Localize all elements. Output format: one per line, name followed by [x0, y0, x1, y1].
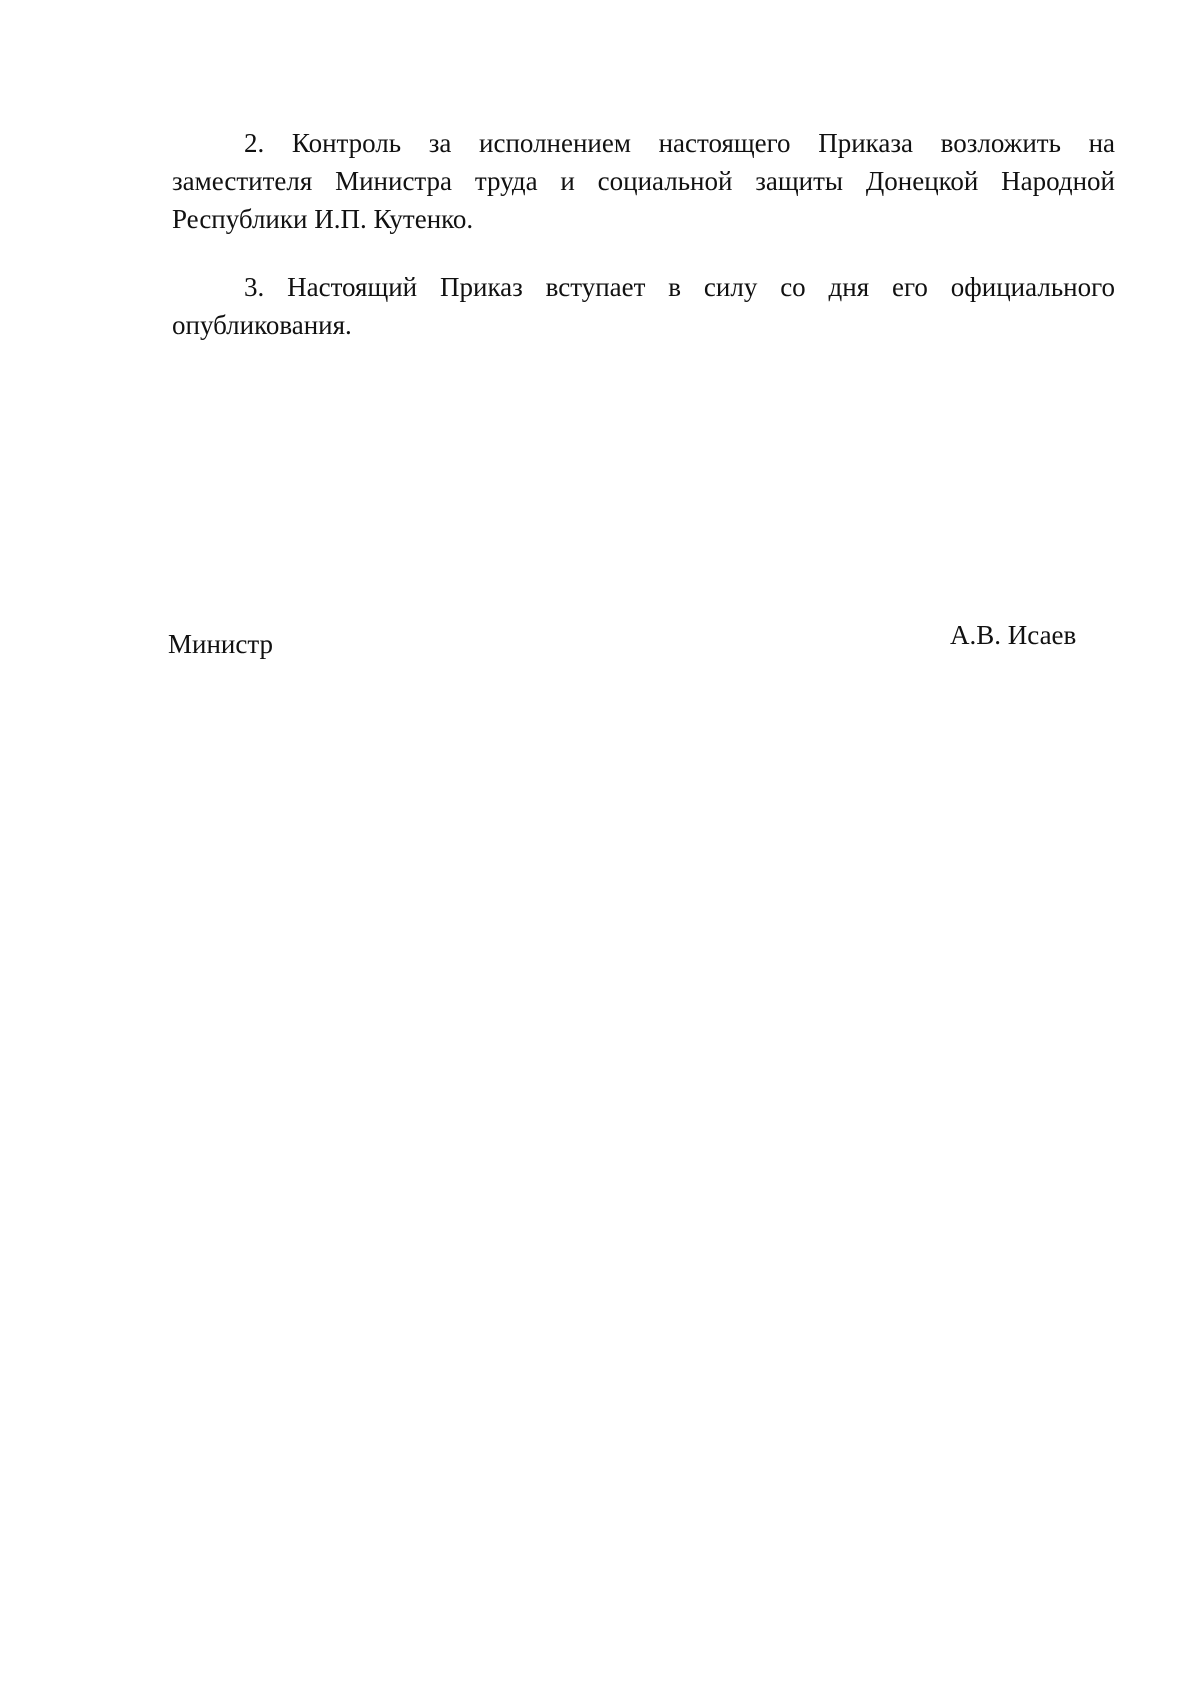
paragraph-item-2: 2. Контроль за исполнением настоящего Приказа возложить на заместителя Министра труда и социальной защиты Донецкой Народной Республики И.П. Кутенко.	[172, 128, 1115, 234]
signatory-title: Министр	[168, 629, 273, 659]
paragraph-item-3: 3. Настоящий Приказ вступает в силу со дня его официального опубликования.	[172, 272, 1115, 340]
signatory-name: А.В. Исаев	[950, 620, 1077, 650]
